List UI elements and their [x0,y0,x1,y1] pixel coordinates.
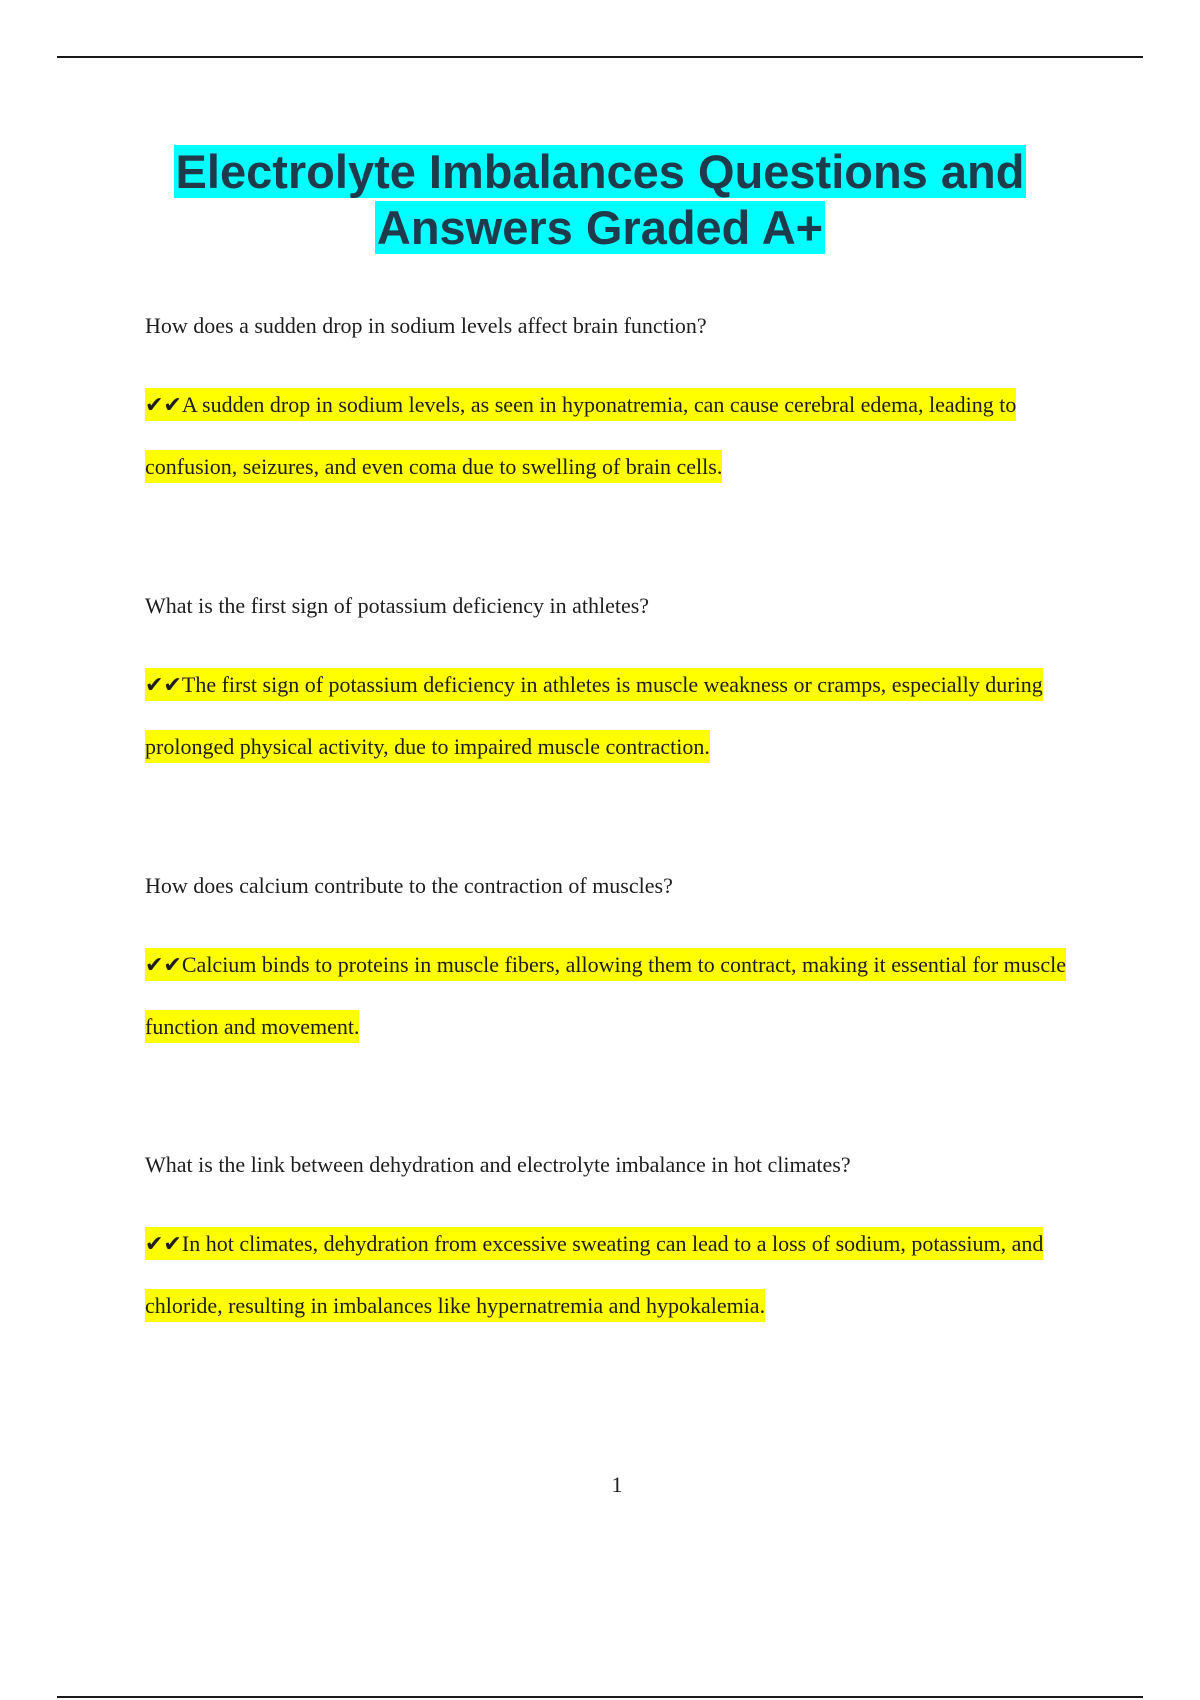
double-check-icon: ✔✔ [145,1232,182,1257]
answer-2 [145,654,1085,777]
answer-highlight [145,948,1066,1043]
question-3: How does calcium contribute to the contraction of muscles? [145,873,673,898]
document-title [120,144,1080,256]
qa-item-2 [145,591,1085,777]
answer-4 [145,1213,1085,1336]
answer-highlight [145,1227,1043,1322]
bottom-rule [57,1696,1143,1698]
answer-highlight [145,668,1043,763]
answer-1 [145,374,1085,497]
top-rule [57,56,1143,58]
qa-item-1 [145,311,1085,497]
qa-item-4 [145,1150,1085,1336]
answer-3 [145,934,1085,1057]
page-number: 1 [611,1472,623,1497]
answer-text: A sudden drop in sodium levels, as seen in hyponatremia, can cause cerebral edema, leading to confusion, seizures, and even coma due to swelling of brain cells. [145,392,1017,479]
double-check-icon: ✔✔ [145,393,182,418]
double-check-icon: ✔✔ [145,953,182,978]
question-4: What is the link between dehydration and electrolyte imbalance in hot climates? [145,1152,851,1177]
qa-item-3 [145,871,1085,1057]
double-check-icon: ✔✔ [145,673,182,698]
question-2: What is the first sign of potassium deficiency in athletes? [145,593,650,618]
answer-text: The first sign of potassium deficiency in athletes is muscle weakness or cramps, especially during prolonged physical activity, due to impaired muscle contraction. [145,672,1043,759]
answer-text: In hot climates, dehydration from excessive sweating can lead to a loss of sodium, potassium, and chloride, resulting in imbalances like hypernatremia and hypokalemia. [145,1231,1044,1318]
answer-highlight [145,388,1016,483]
title-highlight: Electrolyte Imbalances Questions and Answers Graded A+ [175,145,1025,254]
question-1: How does a sudden drop in sodium levels affect brain function? [145,313,707,338]
answer-text: Calcium binds to proteins in muscle fibers, allowing them to contract, making it essential for muscle function and movement. [145,952,1066,1039]
